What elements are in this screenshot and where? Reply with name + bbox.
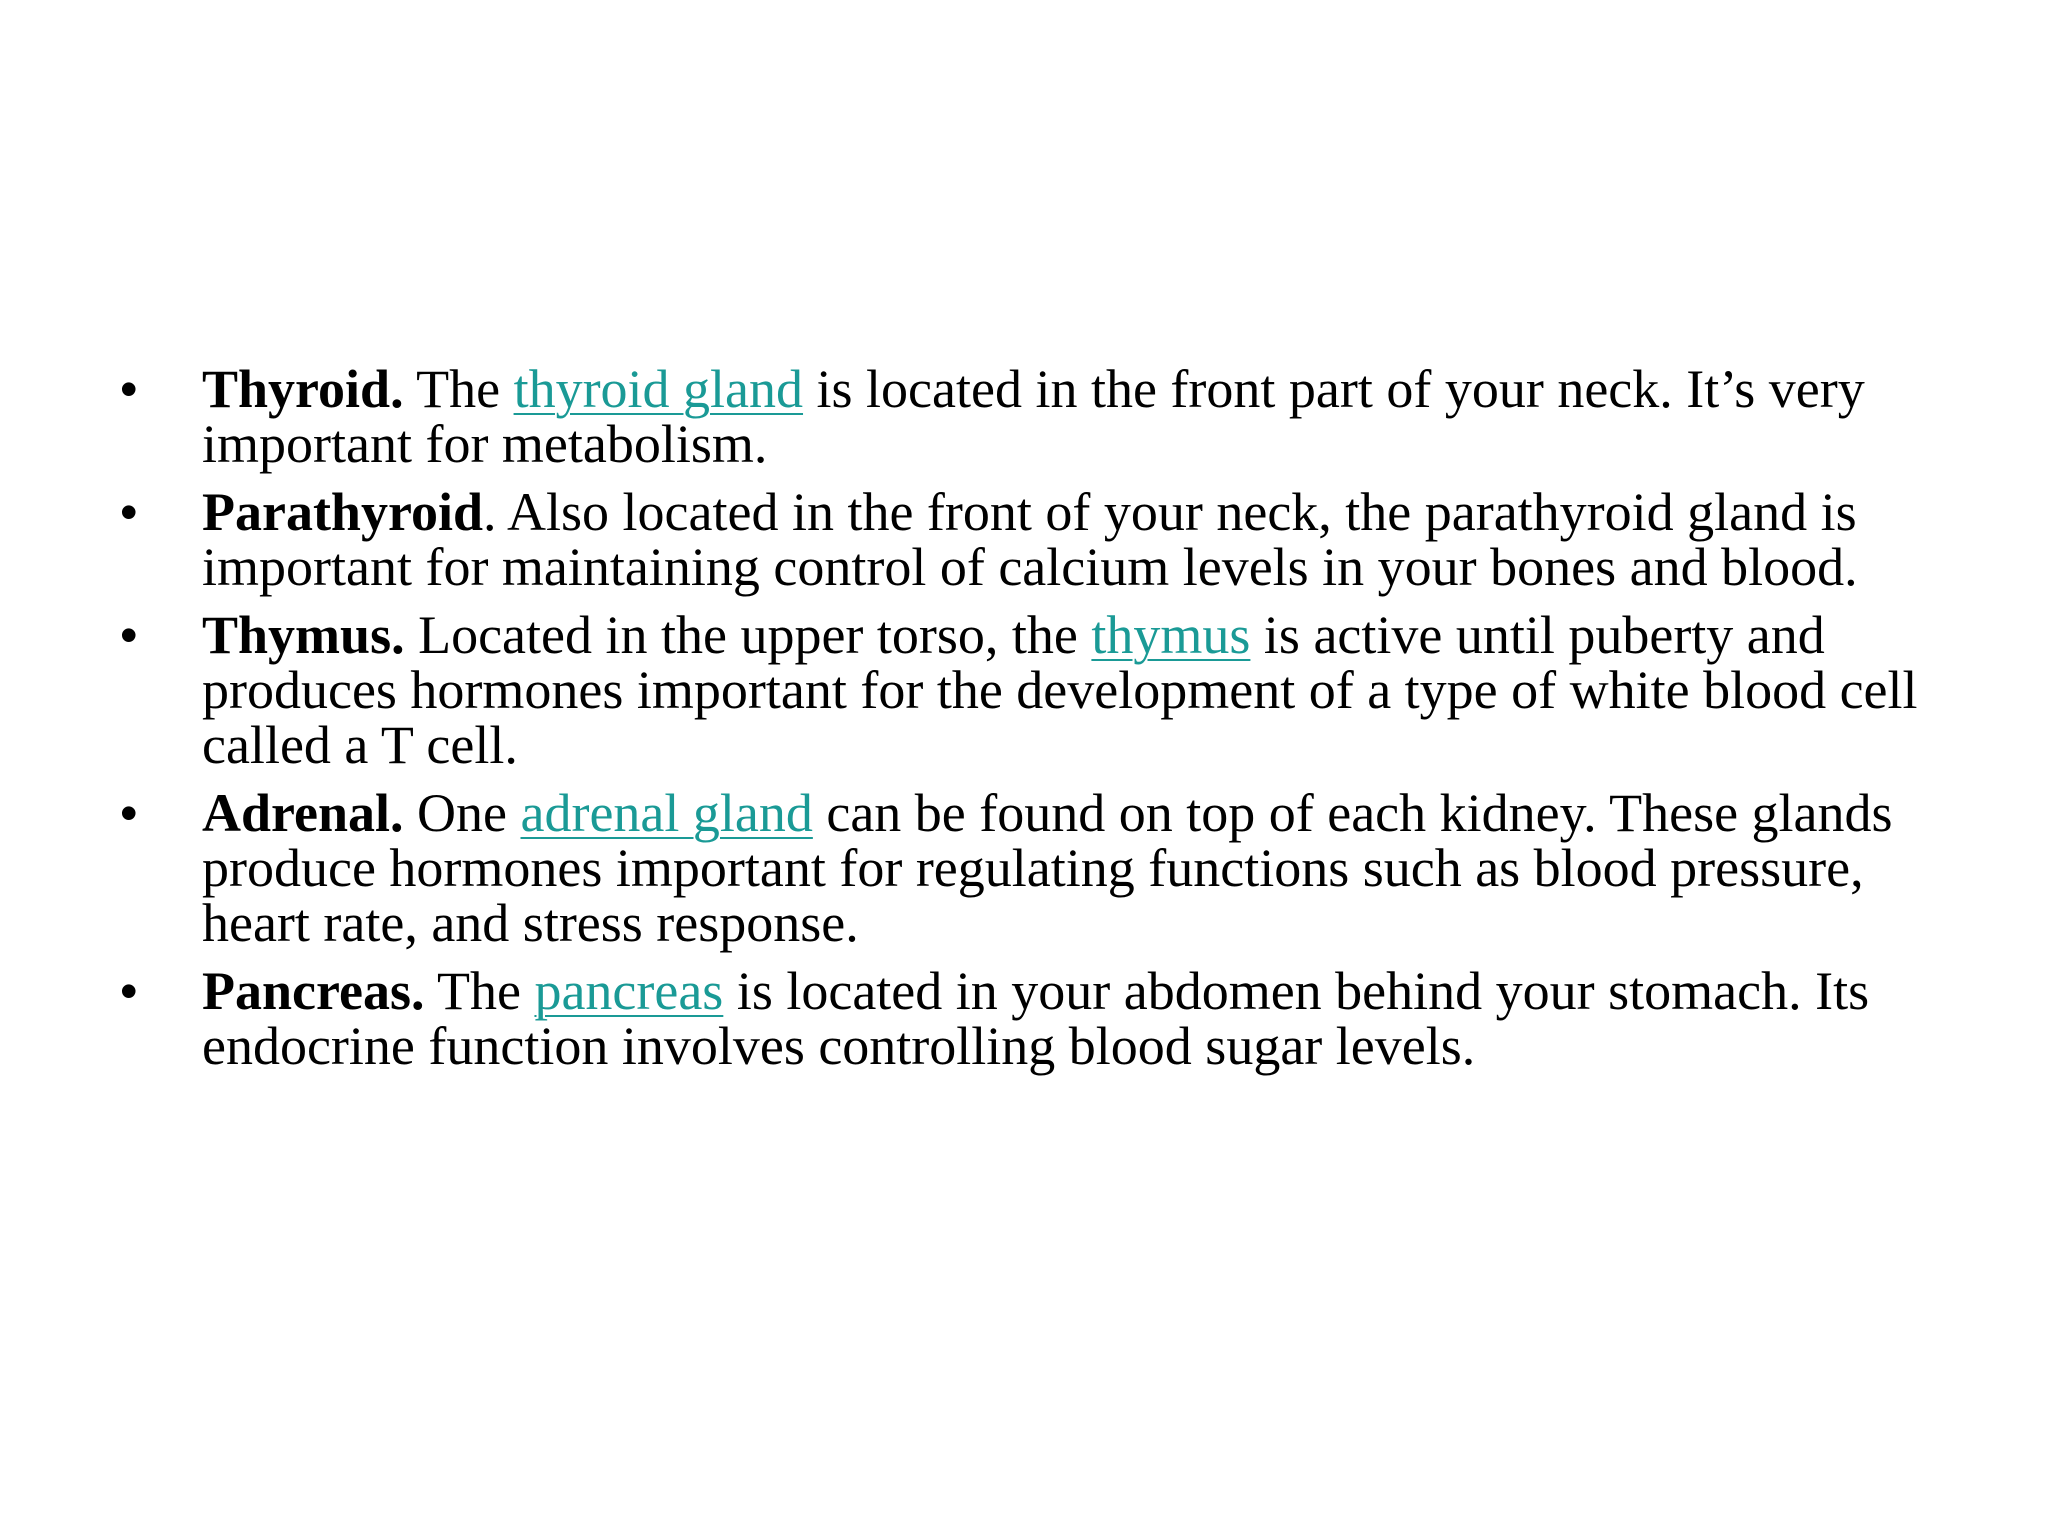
link-thyroid-gland[interactable]: thyroid gland bbox=[513, 359, 804, 419]
bullet-item-adrenal bbox=[120, 783, 1960, 953]
text-thyroid-after: is located in the front part of your neck. It’s very important for metabolism. bbox=[202, 359, 1865, 474]
bullet-item-pancreas bbox=[120, 961, 1960, 1076]
bullet-dot-icon: • bbox=[120, 484, 138, 540]
bullet-item-thyroid bbox=[120, 359, 1960, 474]
text-adrenal-after: can be found on top of each kidney. These glands produce hormones important for regulating functions such as blood pressure, heart rate, and stress response. bbox=[202, 783, 1893, 953]
link-adrenal-gland[interactable]: adrenal gland bbox=[520, 783, 813, 843]
bullet-list bbox=[120, 359, 1960, 1087]
text-parathyroid-before: . Also located in the front of your neck, the parathyroid gland is important for maintaining control of calcium levels in your bones and blood. bbox=[202, 482, 1858, 597]
text-adrenal-before: One bbox=[403, 783, 521, 843]
term-pancreas: Pancreas. bbox=[202, 961, 425, 1021]
link-pancreas[interactable]: pancreas bbox=[534, 961, 724, 1021]
term-parathyroid: Parathyroid bbox=[202, 482, 483, 542]
bullet-dot-icon: • bbox=[120, 963, 138, 1019]
bullet-dot-icon: • bbox=[120, 785, 138, 841]
bullet-item-parathyroid bbox=[120, 482, 1960, 597]
text-thymus-before: Located in the upper torso, the bbox=[404, 605, 1092, 665]
link-thymus[interactable]: thymus bbox=[1091, 605, 1251, 665]
text-thyroid-before: The bbox=[403, 359, 514, 419]
bullet-item-thymus bbox=[120, 605, 1960, 775]
bullet-dot-icon: • bbox=[120, 361, 138, 417]
text-thymus-after: is active until puberty and produces hormones important for the development of a type of white blood cell called a T cell. bbox=[202, 605, 1918, 775]
term-thymus: Thymus. bbox=[202, 605, 405, 665]
bullet-dot-icon: • bbox=[120, 607, 138, 663]
term-thyroid: Thyroid. bbox=[202, 359, 404, 419]
term-adrenal: Adrenal. bbox=[202, 783, 404, 843]
text-pancreas-after: is located in your abdomen behind your stomach. Its endocrine function involves controlling blood sugar levels. bbox=[202, 961, 1870, 1076]
text-pancreas-before: The bbox=[424, 961, 535, 1021]
